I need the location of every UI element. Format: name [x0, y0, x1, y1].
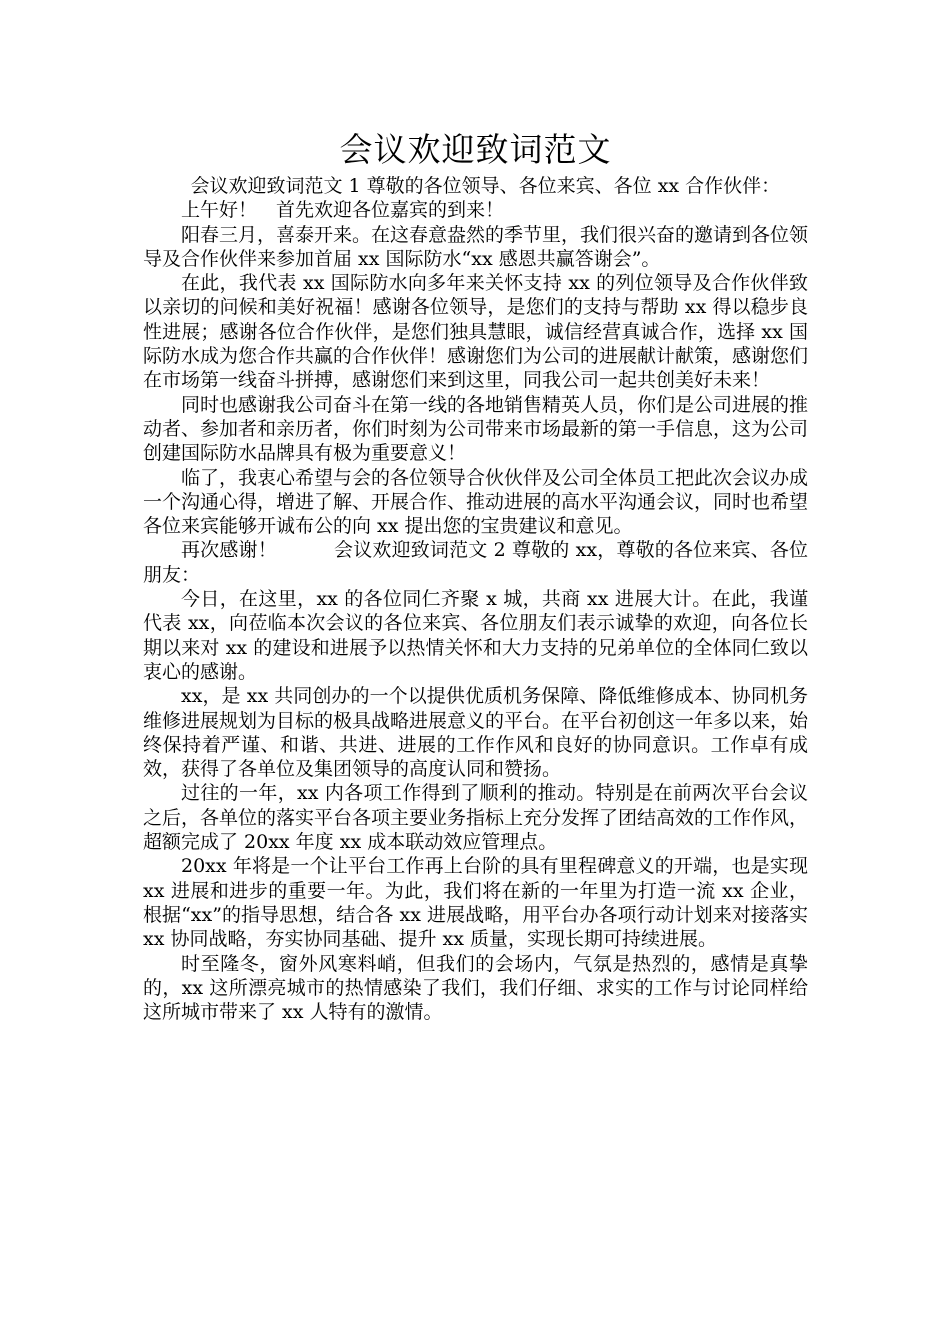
paragraph-6 [143, 466, 808, 539]
document-title: 会议欢迎致词范文 [339, 130, 612, 169]
paragraph-10-text: 过往的一年，xx 内各项工作得到了顺利的推动。特别是在前两次平台会议之后，各单位的落实平台各项主要业务指标上充分发挥了团结高效的工作作风，超额完成了 20xx 年度 xx 成本联动效应管理点。 [143, 782, 809, 854]
paragraph-7 [143, 538, 808, 587]
paragraph-4-text: 在此，我代表 xx 国际防水向多年来关怀支持 xx 的列位领导及合作伙伴致以亲切的问候和美好祝福！感谢各位领导，是您们的支持与帮助 xx 得以稳步良性进展；感谢各位合作伙伴，是您们独具慧眼，诚信经营真诚合作，选择 xx 国际防水成为您合作共赢的合作伙伴！感谢您们为公司的进展献计献策，感谢您们在市场第一线奋斗拼搏，感谢您们来到这里，同我公司一起共创美好未来！ [143, 272, 809, 392]
document-page [143, 126, 808, 1024]
paragraph-6-text: 临了，我衷心希望与会的各位领导合伙伙伴及公司全体员工把此次会议办成一个沟通心得，增进了解、开展合作、推动进展的高水平沟通会议，同时也希望各位来宾能够开诚布公的向 xx 提出您的宝贵建议和意见。 [143, 466, 809, 538]
paragraph-3 [143, 223, 808, 272]
greeting-text: 上午好！ [181, 199, 258, 222]
paragraph-11-text: 20xx 年将是一个让平台工作再上台阶的具有里程碑意义的开端，也是实现 xx 进展和进步的重要一年。为此，我们将在新的一年里为打造一流 xx 企业，根据“xx”的指导思想，结合各 xx 进展战略，用平台办各项行动计划来对接落实 xx 协同战略，夯实协同基础、提升 xx 质量，实现长期可持续进展。 [143, 855, 808, 951]
paragraph-10 [143, 781, 808, 854]
paragraph-12 [143, 952, 808, 1025]
paragraph-5 [143, 393, 808, 466]
welcome-text: 首先欢迎各位嘉宾的到来！ [276, 199, 505, 222]
second-speech-opening: 会议欢迎致词范文 2 尊敬的 xx，尊敬的各位来宾、各位朋友： [143, 539, 808, 586]
paragraph-9-text: xx，是 xx 共同创办的一个以提供优质机务保障、降低维修成本、协同机务维修进展规划为目标的极具战略进展意义的平台。在平台初创这一年多以来，始终保持着严谨、和谐、共进、进展的工作作风和良好的协同意识。工作卓有成效，获得了各单位及集团领导的高度认同和赞扬。 [143, 685, 809, 781]
paragraph-9 [143, 684, 808, 781]
paragraph-1-text: 会议欢迎致词范文 1 尊敬的各位领导、各位来宾、各位 xx 合作伙伴： [190, 175, 781, 197]
paragraph-3-text: 阳春三月，喜泰开来。在这春意盎然的季节里，我们很兴奋的邀请到各位领导及合作伙伴来参加首届 xx 国际防水“xx 感恩共赢答谢会”。 [143, 223, 809, 270]
paragraph-2 [143, 198, 808, 222]
paragraph-5-text: 同时也感谢我公司奋斗在第一线的各地销售精英人员，你们是公司进展的推动者、参加者和亲历者，你们时刻为公司带来市场最新的第一手信息，这为公司创建国际防水品牌具有极为重要意义！ [143, 393, 809, 465]
thanks-again-text: 再次感谢！ [181, 539, 277, 562]
paragraph-1 [143, 174, 808, 198]
paragraph-12-text: 时至隆冬，窗外风寒料峭，但我们的会场内，气氛是热烈的，感情是真挚的，xx 这所漂亮城市的热情感染了我们，我们仔细、求实的工作与讨论同样给这所城市带来了 xx 人特有的激情。 [143, 952, 808, 1024]
paragraph-4 [143, 271, 808, 392]
paragraph-8 [143, 587, 808, 684]
paragraph-11 [143, 854, 808, 951]
paragraph-8-text: 今日，在这里，xx 的各位同仁齐聚 x 城，共商 xx 进展大计。在此，我谨代表 xx，向莅临本次会议的各位来宾、各位朋友们表示诚挚的欢迎，向各位长期以来对 xx 的建设和进展予以热情关怀和大力支持的兄弟单位的全体同仁致以衷心的感谢。 [143, 588, 808, 683]
